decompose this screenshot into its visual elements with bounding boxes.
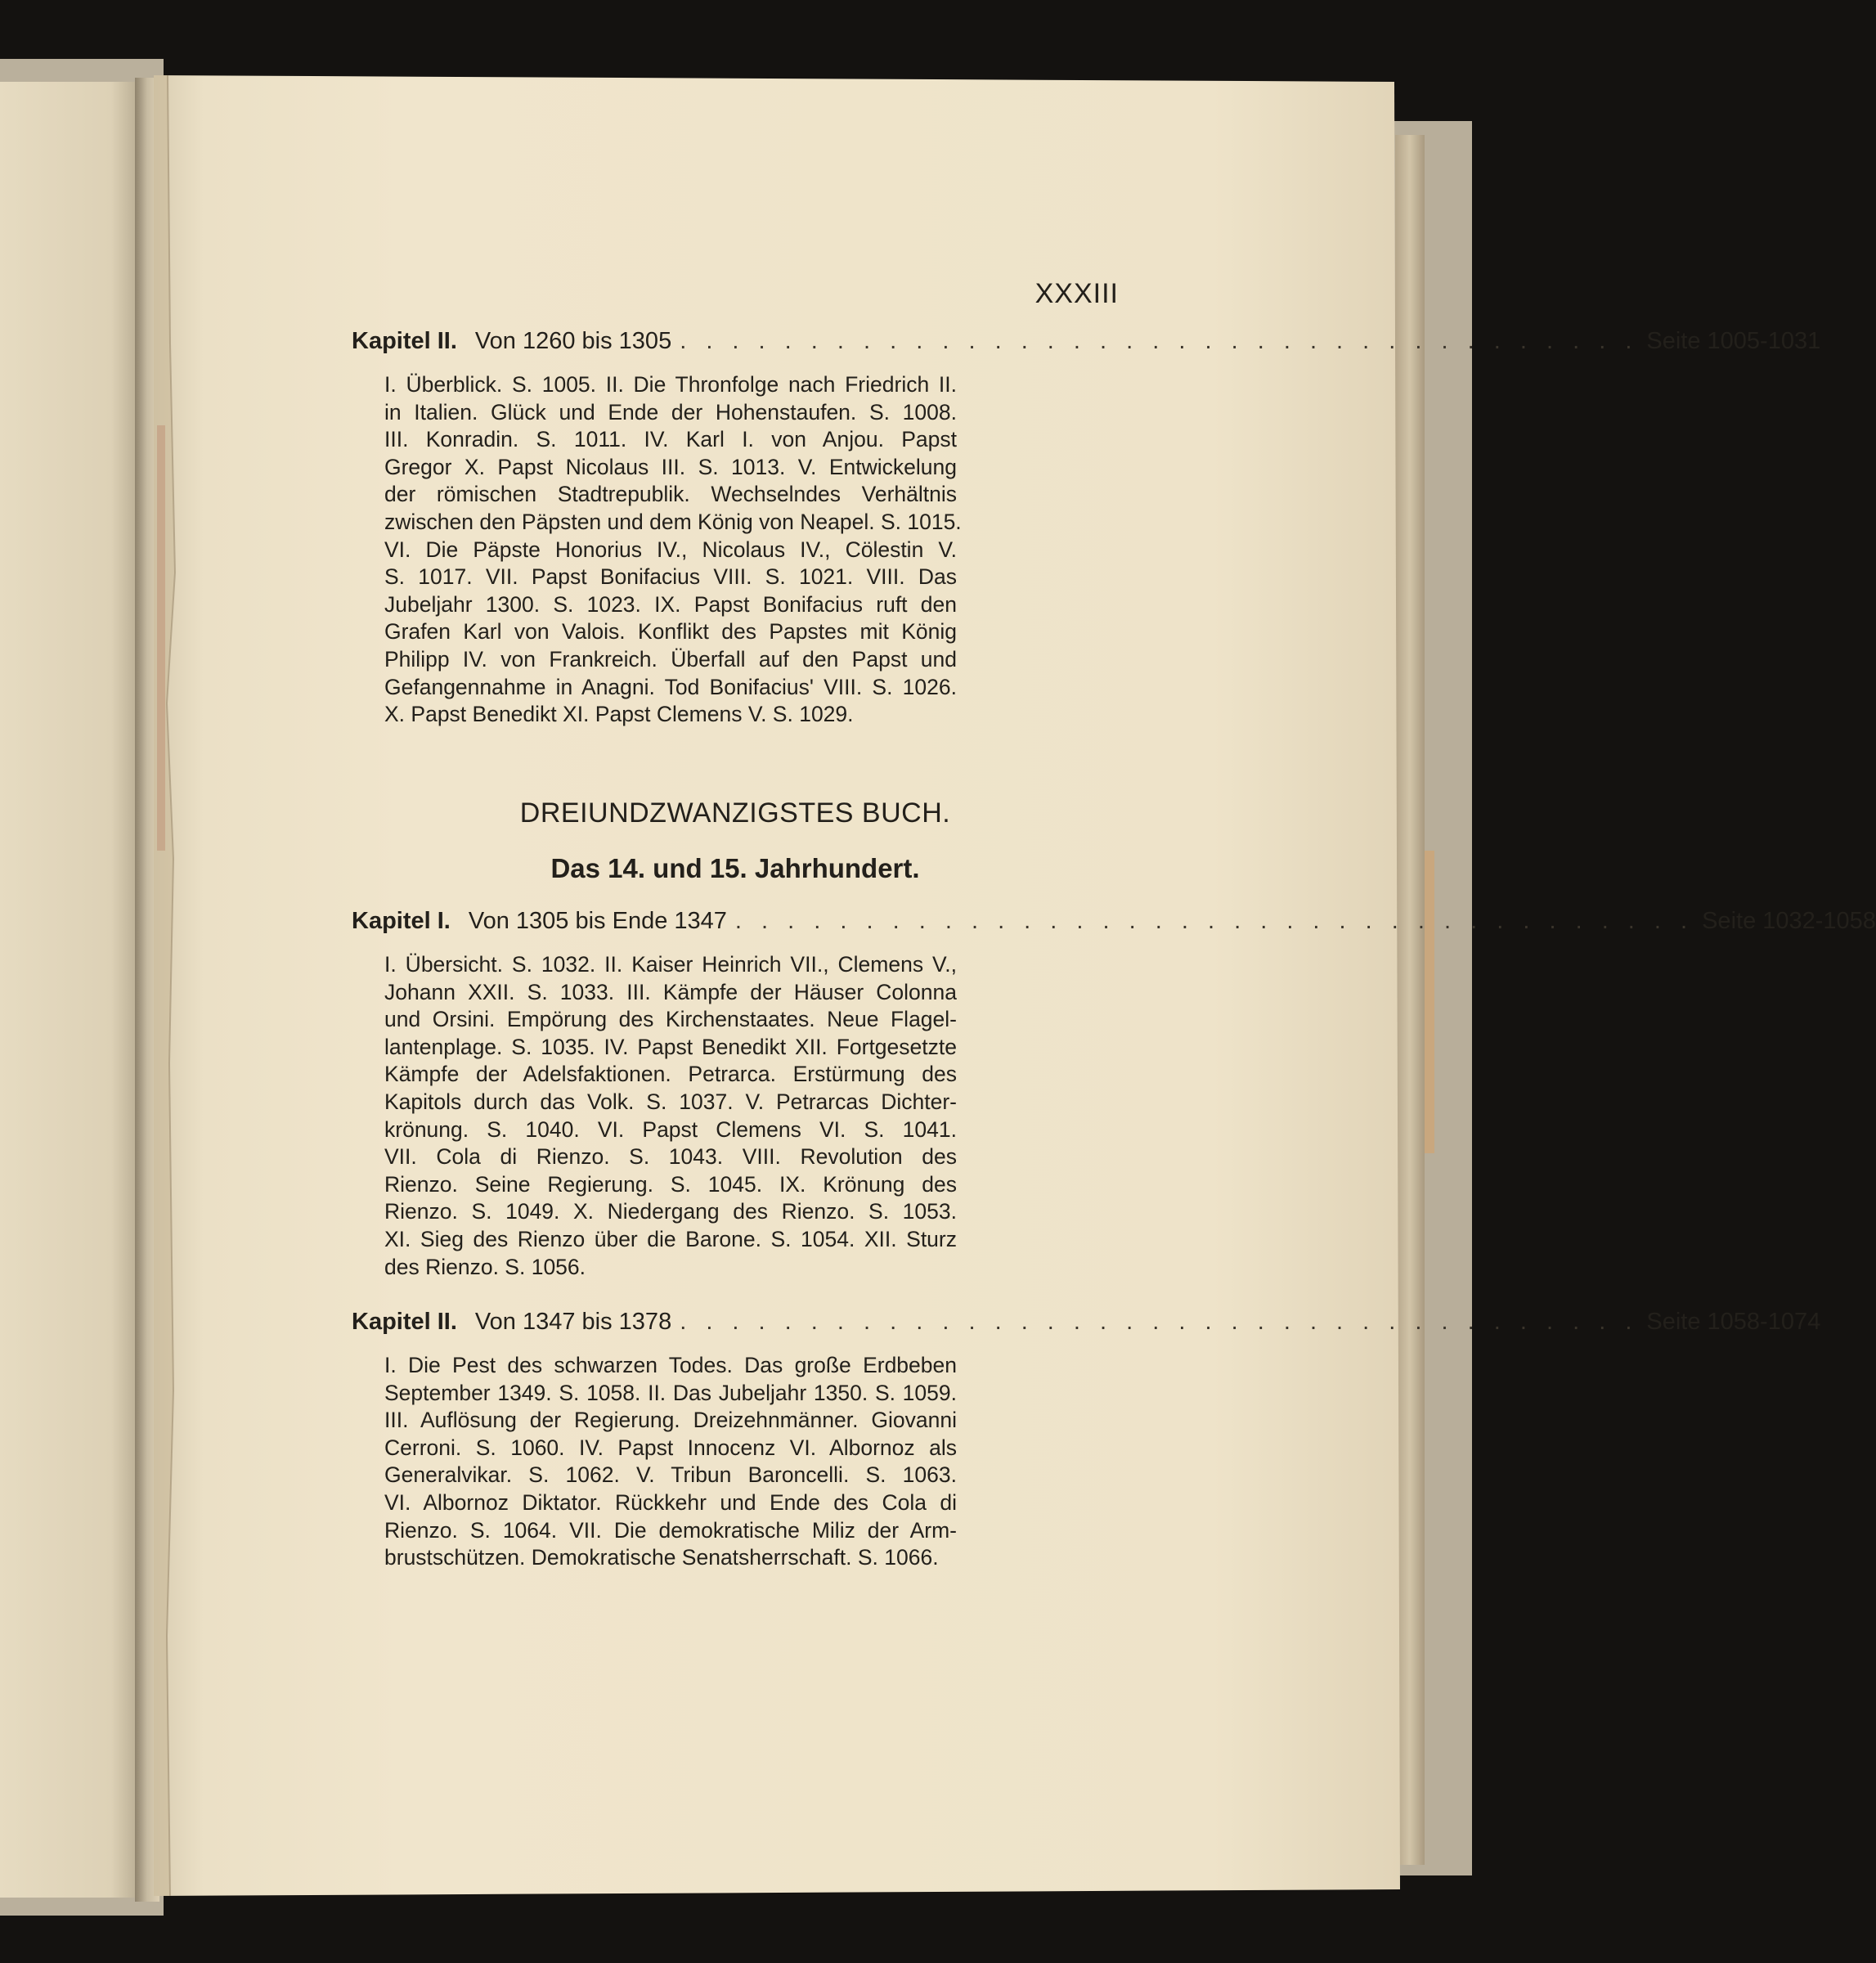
leader-dots: . . . . . . . . . . . . . . . . . . . . . . . . . . . . . . . . . . . . . (734, 908, 1694, 934)
summary-line: Kämpfe der Adelsfaktionen. Petrarca. Erstürmung des (384, 1062, 957, 1087)
chapter-heading-1 (352, 908, 1876, 944)
chapter-label: Kapitel I. (352, 908, 451, 934)
chapter-title: Von 1305 bis Ende 1347 (468, 908, 727, 934)
summary-line: Philipp IV. von Frankreich. Überfall auf den Papst und (384, 646, 957, 672)
summary-line: XI. Sieg des Rienzo über die Barone. S. 1054. XII. Sturz (384, 1226, 957, 1251)
summary-line: zwischen den Päpsten und dem König von Neapel. S. 1015. (384, 509, 962, 534)
summary-line: Rienzo. S. 1064. VII. Die demokratische Miliz der Arm- (384, 1517, 957, 1543)
chapter-summary-2 (384, 1352, 957, 1572)
chapter-page-range: Seite 1032-1058 (1702, 908, 1876, 934)
summary-line: VI. Albornoz Diktator. Rückkehr und Ende des Cola di (384, 1489, 957, 1515)
summary-line: brustschützen. Demokratische Senatsherrschaft. S. 1066. (384, 1545, 939, 1570)
chapter-title: Von 1260 bis 1305 (474, 328, 672, 354)
chapter-page-range: Seite 1005-1031 (1646, 328, 1821, 354)
chapter-heading-2 (352, 1309, 1821, 1345)
summary-line: I. Die Pest des schwarzen Todes. Das große Erdbeben (384, 1353, 957, 1377)
summary-line: Rienzo. S. 1049. X. Niedergang des Rienzo. S. 1053. (384, 1199, 957, 1224)
summary-line: Rienzo. Seine Regierung. S. 1045. IX. Krönung des (384, 1171, 957, 1197)
summary-line: und Orsini. Empörung des Kirchenstaates. Neue Flagel- (384, 1007, 957, 1032)
summary-line: Generalvikar. S. 1062. V. Tribun Baroncelli. S. 1063. (384, 1462, 957, 1488)
summary-line: III. Auflösung der Regierung. Dreizehnmänner. Giovanni (384, 1408, 957, 1433)
summary-line: Grafen Karl von Valois. Konflikt des Papstes mit König (384, 619, 957, 645)
chapter-label: Kapitel II. (352, 328, 457, 354)
summary-line: September 1349. S. 1058. II. Das Jubeljahr 1350. S. 1059. (384, 1380, 957, 1405)
summary-line: Johann XXII. S. 1033. III. Kämpfe der Häuser Colonna (384, 979, 957, 1004)
summary-line: III. Konradin. S. 1011. IV. Karl I. von Anjou. Papst (384, 427, 957, 452)
summary-line: X. Papst Benedikt XI. Papst Clemens V. S. 1029. (384, 702, 854, 727)
book-title: DREIUNDZWANZIGSTES BUCH. (519, 797, 951, 829)
summary-line: I. Überblick. S. 1005. II. Die Thronfolge nach Friedrich II. (384, 372, 957, 397)
summary-line: Jubeljahr 1300. S. 1023. IX. Papst Bonifacius ruft den (384, 591, 957, 617)
summary-line: S. 1017. VII. Papst Bonifacius VIII. S. 1021. VIII. Das (384, 564, 957, 590)
summary-line: I. Übersicht. S. 1032. II. Kaiser Heinrich VII., Clemens V., (384, 952, 957, 977)
summary-line: VII. Cola di Rienzo. S. 1043. VIII. Revolution des (384, 1144, 957, 1170)
book-subtitle: Das 14. und 15. Jahrhundert. (550, 853, 920, 883)
chapter-title: Von 1347 bis 1378 (474, 1309, 672, 1335)
chapter-summary-1 (384, 951, 957, 1281)
summary-line: krönung. S. 1040. VI. Papst Clemens VI. S. 1041. (384, 1116, 957, 1142)
summary-line: Cerroni. S. 1060. IV. Papst Innocenz VI. Albornoz als (384, 1435, 957, 1460)
summary-line: des Rienzo. S. 1056. (384, 1254, 586, 1279)
chapter-page-range: Seite 1058-1074 (1646, 1309, 1821, 1335)
summary-line: VI. Die Päpste Honorius IV., Nicolaus IV., Cölestin V. (384, 537, 957, 562)
summary-line: in Italien. Glück und Ende der Hohenstaufen. S. 1008. (384, 399, 957, 424)
summary-line: Gregor X. Papst Nicolaus III. S. 1013. V. Entwickelung (384, 454, 957, 479)
summary-line: Kapitols durch das Volk. S. 1037. V. Petrarcas Dichter- (384, 1089, 957, 1114)
leader-dots: . . . . . . . . . . . . . . . . . . . . . . . . . . . . . . . . . . . . . (680, 1309, 1639, 1335)
summary-line: lantenplage. S. 1035. IV. Papst Benedikt XII. Fortgesetzte (384, 1034, 957, 1059)
summary-line: Gefangennahme in Anagni. Tod Bonifacius' VIII. S. 1026. (384, 674, 957, 699)
chapter-label: Kapitel II. (352, 1309, 457, 1335)
leader-dots: . . . . . . . . . . . . . . . . . . . . . . . . . . . . . . . . . . . . . (680, 328, 1639, 354)
summary-line: der römischen Stadtrepublik. Wechselndes Verhältnis (384, 482, 957, 507)
chapter-heading-prev (352, 328, 1821, 364)
page-number: XXXIII (1034, 278, 1119, 309)
chapter-summary-prev (384, 371, 962, 729)
